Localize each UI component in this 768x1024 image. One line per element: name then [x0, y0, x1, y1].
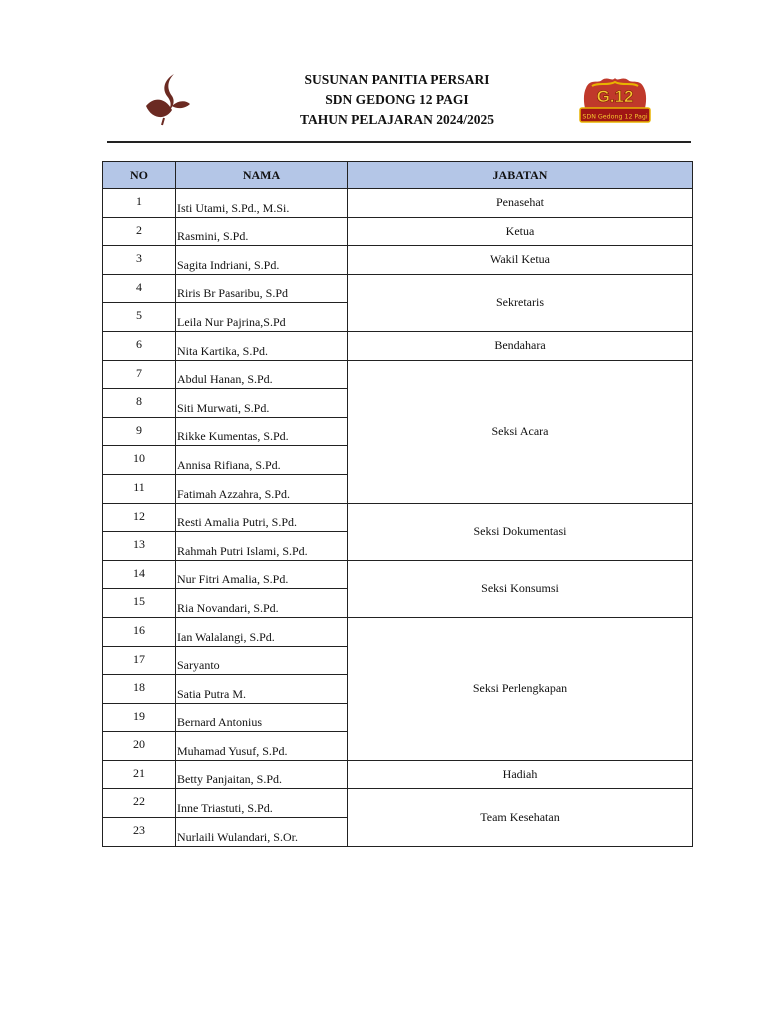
table-row [103, 789, 693, 818]
table-row [103, 274, 693, 303]
member-role: Hadiah [348, 760, 693, 789]
committee-table [102, 161, 693, 847]
member-name: Muhamad Yusuf, S.Pd. [176, 732, 348, 761]
title-line-2: SDN GEDONG 12 PAGI [325, 92, 469, 107]
table-body [103, 189, 693, 847]
member-number: 19 [103, 703, 176, 732]
member-name: Rasmini, S.Pd. [176, 217, 348, 246]
member-name: Resti Amalia Putri, S.Pd. [176, 503, 348, 532]
member-role: Wakil Ketua [348, 246, 693, 275]
member-role: Bendahara [348, 331, 693, 360]
member-number: 17 [103, 646, 176, 675]
member-name: Riris Br Pasaribu, S.Pd [176, 274, 348, 303]
table-row [103, 246, 693, 275]
member-role: Seksi Dokumentasi [348, 503, 693, 560]
table-row [103, 331, 693, 360]
table-row [103, 360, 693, 389]
member-role: Seksi Perlengkapan [348, 617, 693, 760]
title-line-3: TAHUN PELAJARAN 2024/2025 [299, 112, 494, 127]
member-number: 1 [103, 189, 176, 218]
table-row [103, 217, 693, 246]
table-row [103, 189, 693, 218]
school-g12-logo [578, 74, 652, 128]
member-name: Inne Triastuti, S.Pd. [176, 789, 348, 818]
member-number: 14 [103, 560, 176, 589]
member-number: 2 [103, 217, 176, 246]
tunas-kelapa-icon [142, 72, 192, 126]
member-name: Saryanto [176, 646, 348, 675]
header-divider [107, 141, 691, 143]
member-role: Penasehat [348, 189, 693, 218]
member-name: Bernard Antonius [176, 703, 348, 732]
member-number: 20 [103, 732, 176, 761]
member-number: 11 [103, 474, 176, 503]
member-number: 13 [103, 532, 176, 561]
header-nama: NAMA [176, 162, 348, 189]
member-number: 15 [103, 589, 176, 618]
table-row [103, 560, 693, 589]
member-number: 21 [103, 760, 176, 789]
member-role: Team Kesehatan [348, 789, 693, 846]
svg-text:G.12: G.12 [596, 87, 634, 106]
member-name: Ian Walalangi, S.Pd. [176, 617, 348, 646]
document-header [0, 0, 768, 150]
member-role: Ketua [348, 217, 693, 246]
document-title [230, 70, 564, 130]
member-name: Sagita Indriani, S.Pd. [176, 246, 348, 275]
member-name: Nur Fitri Amalia, S.Pd. [176, 560, 348, 589]
table-row [103, 503, 693, 532]
member-name: Satia Putra M. [176, 675, 348, 704]
member-role: Sekretaris [348, 274, 693, 331]
header-no: NO [103, 162, 176, 189]
svg-text:SDN Gedong 12 Pagi: SDN Gedong 12 Pagi [582, 113, 648, 121]
member-number: 8 [103, 389, 176, 418]
member-name: Fatimah Azzahra, S.Pd. [176, 474, 348, 503]
member-number: 7 [103, 360, 176, 389]
member-number: 5 [103, 303, 176, 332]
member-number: 4 [103, 274, 176, 303]
title-line-1: SUSUNAN PANITIA PERSARI [304, 72, 490, 87]
member-number: 12 [103, 503, 176, 532]
member-number: 22 [103, 789, 176, 818]
member-name: Nita Kartika, S.Pd. [176, 331, 348, 360]
table-row [103, 760, 693, 789]
member-name: Rahmah Putri Islami, S.Pd. [176, 532, 348, 561]
member-number: 9 [103, 417, 176, 446]
member-name: Siti Murwati, S.Pd. [176, 389, 348, 418]
member-name: Betty Panjaitan, S.Pd. [176, 760, 348, 789]
member-number: 6 [103, 331, 176, 360]
member-number: 3 [103, 246, 176, 275]
member-number: 23 [103, 818, 176, 847]
member-number: 16 [103, 617, 176, 646]
member-name: Annisa Rifiana, S.Pd. [176, 446, 348, 475]
member-role: Seksi Konsumsi [348, 560, 693, 617]
member-name: Ria Novandari, S.Pd. [176, 589, 348, 618]
member-role: Seksi Acara [348, 360, 693, 503]
member-name: Rikke Kumentas, S.Pd. [176, 417, 348, 446]
member-number: 18 [103, 675, 176, 704]
member-number: 10 [103, 446, 176, 475]
table-row [103, 617, 693, 646]
header-jabatan: JABATAN [348, 162, 693, 189]
member-name: Abdul Hanan, S.Pd. [176, 360, 348, 389]
table-header-row [103, 162, 693, 189]
member-name: Leila Nur Pajrina,S.Pd [176, 303, 348, 332]
member-name: Nurlaili Wulandari, S.Or. [176, 818, 348, 847]
member-name: Isti Utami, S.Pd., M.Si. [176, 189, 348, 218]
